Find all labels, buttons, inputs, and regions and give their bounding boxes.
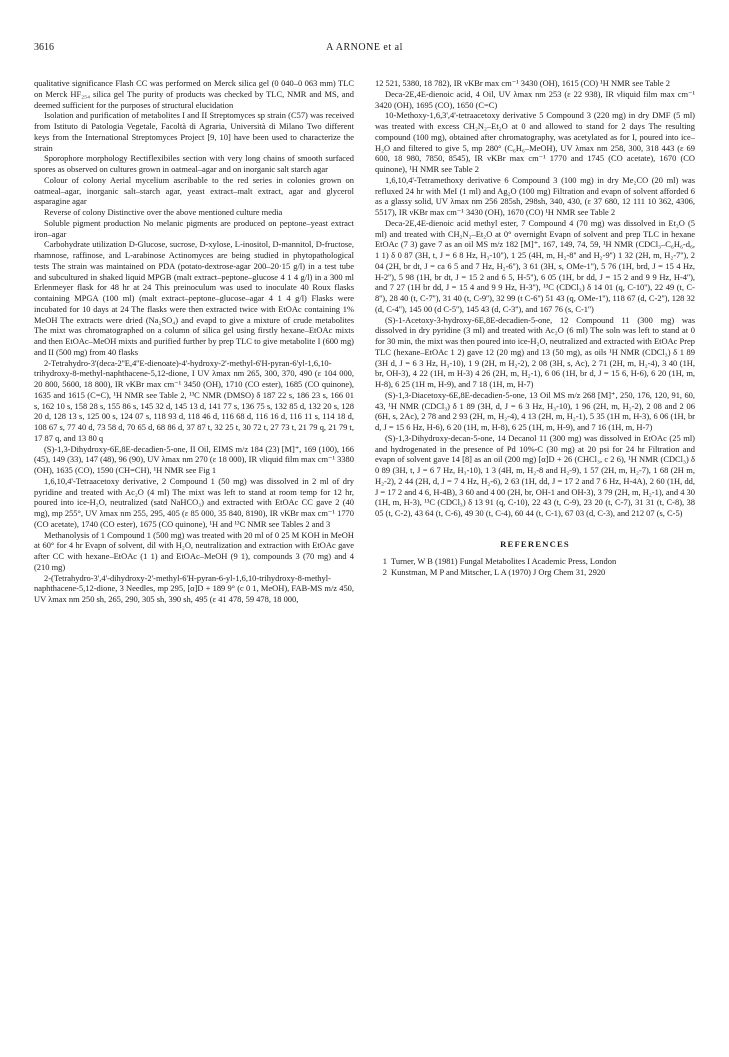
paragraph: 1,6,10,4'-Tetraacetoxy derivative, 2 Compound 1 (50 mg) was dissolved in 2 ml of dry pyridine and treated with Ac₂O (4 ml) The mixt was left to stand at room temp for 12 hr, poured into ice-H₂O, neutralized (satd NaHCO₃) and extracted with EtOAc CC gave 2 (40 mg), mp 255°, UV λmax nm 255, 295, 405 (ε 85 000, 35 840, 8190), IR νKBr max cm⁻¹ 1770 (CO acetate), 1740 (CO ester), 1675 (CO quinone), ¹H and ¹³C NMR see Tables 2 and 3 [34, 475, 354, 529]
paragraph: Methanolysis of 1 Compound 1 (500 mg) was treated with 20 ml of 0 25 M KOH in MeOH at 60° for 4 hr Evapn of solvent, dil with H₂O, neutralization and extraction with EtOAc gave after CC with hexane–EtOAc (1 1) and EtOAc–MeOH (9 1), compounds 3 (70 mg) and 4 (210 mg) [34, 529, 354, 572]
reference-number: 1 [382, 555, 387, 566]
paragraph: qualitative significance Flash CC was performed on Merck silica gel (0 040–0 063 mm) TLC on Merck HF₂₅₄ silica gel The purity of products was checked by TLC, NMR and MS, and deemed sufficient for the purposes of structural elucidation [34, 78, 354, 110]
right-column-body [375, 78, 695, 519]
paragraph: Deca-2E,4E-dienoic acid, 4 Oil, UV λmax nm 253 (ε 22 938), IR νliquid film max cm⁻¹ 3420 (OH), 1695 (CO), 1650 (C=C) [375, 88, 695, 110]
reference-text: Kunstman, M P and Mitscher, L A (1970) J Org Chem 31, 2920 [391, 567, 606, 578]
right-column [375, 78, 695, 1033]
reference-item [375, 567, 695, 578]
paragraph: 10-Methoxy-1,6,3',4'-tetraacetoxy derivative 5 Compound 3 (220 mg) in dry DMF (5 ml) was treated with excess CH₂N₂–Et₂O at 0 and allowed to stand for 2 days The resulting compound (100 mg), obtained after chromatography, was acetylated as for I, poured into ice–H₂O and filtered to give 5, mp 280° (C₆H₆–MeOH), UV λmax nm 258, 300, 318 443 (ε 69 600, 18 980, 7850, 8545), IR νKBr max cm⁻¹ 1770 and 1745 (CO acetate), 1670 (CO quinone), ¹H NMR see Table 2 [375, 110, 695, 174]
paragraph: 1,6,10,4'-Tetramethoxy derivative 6 Compound 3 (100 mg) in dry Me₂CO (20 ml) was refluxed 24 hr with MeI (1 ml) and Ag₂O (100 mg) Filtration and evapn of solvent afforded 6 as a glassy solid, UV λmax nm 256 285sh, 298sh, 340, 430, (ε 37 680, 12 111 10 362, 4306, 5517), IR νKBr max cm⁻¹ 3430 (OH), 1670 (CO) ¹H NMR see Table 2 [375, 174, 695, 217]
references-heading: REFERENCES [500, 538, 570, 549]
reference-list [375, 556, 695, 579]
reference-number: 2 [382, 567, 387, 578]
paragraph: 12 521, 5380, 18 782), IR νKBr max cm⁻¹ 3430 (OH), 1615 (CO) ¹H NMR see Table 2 [375, 78, 670, 88]
paragraph: Colour of colony Aerial mycelium ascribable to the red series in colonies grown on oatmeal–agar, inorganic salt–starch agar, yeast extract–malt extract, agar and glycerol asparagine agar [34, 174, 354, 207]
running-head: A ARNONE et al [326, 42, 403, 53]
reference-item [375, 556, 695, 567]
paragraph: (S)-1,3-Dihydroxy-6E,8E-decadien-5-one, II Oil, EIMS m/z 184 (23) [M]⁺, 169 (100), 166 (45), 149 (33), 147 (48), 96 (90), UV λmax nm 270 (ε 18 000), IR νliquid film max cm⁻¹ 3380 (OH), 1635 (CO), 1590 (CH=CH), ¹H NMR see Fig 1 [34, 443, 354, 475]
reference-text: Turner, W B (1981) Fungal Metabolites I Academic Press, London [391, 555, 617, 566]
left-column [34, 78, 354, 1033]
page-number: 3616 [34, 42, 54, 53]
paragraph: (S)-1-Acetoxy-3-hydroxy-6E,8E-decadien-5-one, 12 Compound 11 (300 mg) was dissolved in dry pyridine (3 ml) and treated with Ac₂O (6 ml) The soln was left to stand at 0 for 30 min, the mixt was then poured into ice-H₂O, neutralized and extracted with EtOAc Prep TLC (hexane–EtOAc 1 2) gave 12 (20 mg) and 13 (50 mg), as oils ¹H NMR (CDCl₃) δ 1 89 (3H d, J = 6 3 Hz, H₃-10), 1 9 (2H, m H₂-2), 2 08 (3H, s, Ac), 2 71 (2H, m, H₂-4), 3 40 (1H, br, OH-3), 4 22 (1H, m H-3) 4 26 (2H, m, H₂-1), 6 06 (1H, br d, J = 15 6, H-6), 6 20 (1H, m, H-8), 6 25 (1H m, H-9), and 7 18 (1H, m, H-7) [375, 314, 695, 389]
paragraph: Sporophore morphology Rectiflexibiles section with very long chains of smooth surfaced spores as observed on cultures grown in oatmeal–agar and on inorganic salt starch agar [34, 153, 354, 174]
page-header [34, 42, 695, 58]
paragraph: 2-Tetrahydro-3'(deca-2''E,4''E-dienoate)-4'-hydroxy-2'-methyl-6'H-pyran-6'yl-1,6,10-trihydroxy-8-methyl-naphthacene-5,12-dione, I UV λmax nm 265, 300, 370, 490 (ε 104 000, 20 800, 5600, 18 800), IR νKBr max cm⁻¹ 3450 (OH), 1710 (CO ester), 1685 (CO quinone), 1635 and 1615 (C=C), ¹H NMR see Table 2, ¹³C NMR (DMSO) δ 187 22 s, 186 23 s, 166 01 s, 162 10 s, 158 28 s, 155 86 s, 145 32 d, 145 13 d, 141 77 s, 136 75 s, 132 85 d, 132 20 s, 128 20 d, 128 13 s, 125 00 s, 124 07 s, 118 93 d, 118 46 d, 116 68 d, 116 16 d, 116 11 s, 114 18 d, 108 67 s, 77 40 d, 73 58 d, 70 65 d, 68 86 d, 37 87 t, 32 25 t, 30 72 t, 27 73 t, 21 79 q, 21 79 t, 17 87 q, and 13 80 q [34, 357, 354, 443]
paragraph: (S)-1,3-Diacetoxy-6E,8E-decadien-5-one, 13 Oil MS m/z 268 [M]⁺, 250, 176, 120, 91, 60, 43, ¹H NMR (CDCl₃) δ 1 89 (3H, d, J = 6 3 Hz, H₃-10), 1 96 (2H, m, H₂-2), 2 08 and 2 06 (6H, s, 2Ac), 2 78 and 2 93 (2H, m, H₂-4), 4 13 (2H, m, H₂-1), 5 35 (1H m, H-3), 6 06 (1H, br d, J = 15 6 Hz, H-6), 6 20 (1H, m, H-8), 6 25 (1H, m, H-9), and 7 16 (1H, m, H-7) [375, 389, 695, 432]
paragraph: (S)-1,3-Dihydroxy-decan-5-one, 14 Decanol 11 (300 mg) was dissolved in EtOAc (25 ml) and hydrogenated in the presence of Pd 10%-C (30 mg) at 20 psi for 24 hr Filtration and evapn of solvent gave 14 [8] as an oil (200 mg) [α]D + 26 (CHCl₃, c 2 6), ¹H NMR (CDCl₃) δ 0 89 (3H, t, J = 6 7 Hz, H₃-10), 1 3 (4H, m, H₂-8 and H₂-9), 1 57 (2H, m, H₂-7), 1 68 (2H m, H₂-2), 2 44 (2H, d, J = 7 4 Hz, H₂-6), 2 63 (1H, dd, J = 17 2 and 7 6 Hz, H-4A), 2 60 (1H, dd, J = 17 2 and 4 6, H-4B), 3 60 and 4 00 (2H, br, OH-1 and OH-3), 3 79 (2H, m, H₂-1), and 4 30 (1H, m, H-3), ¹³C (CDCl₃) δ 13 91 (q, C-10), 22 43 (t, C-9), 23 20 (t, C-7), 31 31 (t, C-8), 38 05 (t, C-2), 43 64 (t, C-6), 49 30 (t, C-4), 60 44 (t, C-1), 67 03 (d, C-3), and 212 07 (s, C-5) [375, 432, 695, 518]
paragraph: Isolation and purification of metabolites I and II Streptomyces sp strain (C57) was received from Istituto di Patologia Vegetale, Facoltà di Agraria, Università di Milano Two different keys from the International Streptomyces Project [9, 10] have been used to characterize the strain [34, 110, 354, 153]
paragraph: Soluble pigment production No melanic pigments are produced on peptone–yeast extract iron–agar [34, 217, 354, 239]
paragraph: Deca-2E,4E-dienoic acid methyl ester, 7 Compound 4 (70 mg) was dissolved in Et₂O (5 ml) and treated with CH₂N₂–Et₂O at 0° overnight Evapn of solvent and prep TLC in hexane EtOAc (7 3) gave 7 as an oil MS m/z 182 [M]⁺, 167, 149, 74, 59, ¹H NMR (CDCl₃–C₆H₆-d₆, 1 1) δ 0 87 (3H, t, J = 6 8 Hz, H₃-10''), 1 25 (4H, m, H₂-8'' and H₂-9'') 1 32 (2H, m, H₂-7''), 2 04 (2H, br dt, J = ca 6 5 and 7 Hz, H₂-6''), 3 61 (3H, s, OMe-1''), 5 76 (1H, brd, J = 15 4 Hz, H-2''), 5 98 (1H, br dt, J = 15 2 and 6 5, H-5''), 6 05 (1H, br dd, J = 15 2 and 9 9 Hz, H-4''), and 7 27 (1H br dd, J = 15 4 and 9 9 Hz, H-3''), ¹³C (CDCl₃) δ 14 01 (q, C-10''), 22 49 (t, C-8''), 28 40 (t, C-7''), 31 40 (t, C-9''), 32 99 (t C-6'') 51 43 (q, OMe-1''), 118 67 (d, C-2''), 128 32 (d, C-4''), 145 00 (d C-5''), 145 43 (d, C-3''), and 167 76 (s, C-1'') [375, 217, 695, 314]
paragraph: Carbohydrate utilization D-Glucose, sucrose, D-xylose, L-inositol, D-mannitol, D-fructose, rhamnose, raffinose, and L-arabinose Actinomyces are being studied in phytopathological tests The strain was maintained on PDA (potato-dextrose-agar 200–20·15 g/l) in a test tube and subcultured in shaked liquid MPGB (malt extract–peptone–glucose 4 1 4 g/l) in a 300 ml Erlenmeyer flask for 48 hr at 24 This preinoculum was used to inoculate 40 Roux flasks containing MPGA (100 ml) (malt extract–peptone–glucose–agar 4 1 4 g/l) Flasks were incubated for 10 days at 24 The flasks were then extracted twice with EtOAc containing 1% MeOH The extracts were dried (Na₂SO₄) and evapd to give a mixture of crude metabolites The mixt was chromatographed on a column of silica gel using firstly hexane–EtOAc mixts and then EtOAc–MeOH mixts and purified further by prep TLC to give metabolite I (600 mg) and II (500 mg) from 40 flasks [34, 239, 354, 357]
paragraph: 2-(Tetrahydro-3',4'-dihydroxy-2'-methyl-6'H-pyran-6-yl-1,6,10-trihydroxy-8-methyl-naphthacene-5,12-dione, 3 Needles, mp 295, [α]D + 189 9° (c 0 1, MeOH), FAB-MS m/z 450, UV λmax nm 250 sh, 265, 290, 305 sh, 390 sh, 495 (ε 41 478, 59 478, 18 000, [34, 572, 354, 604]
paragraph: Reverse of colony Distinctive over the above mentioned culture media [44, 207, 283, 217]
